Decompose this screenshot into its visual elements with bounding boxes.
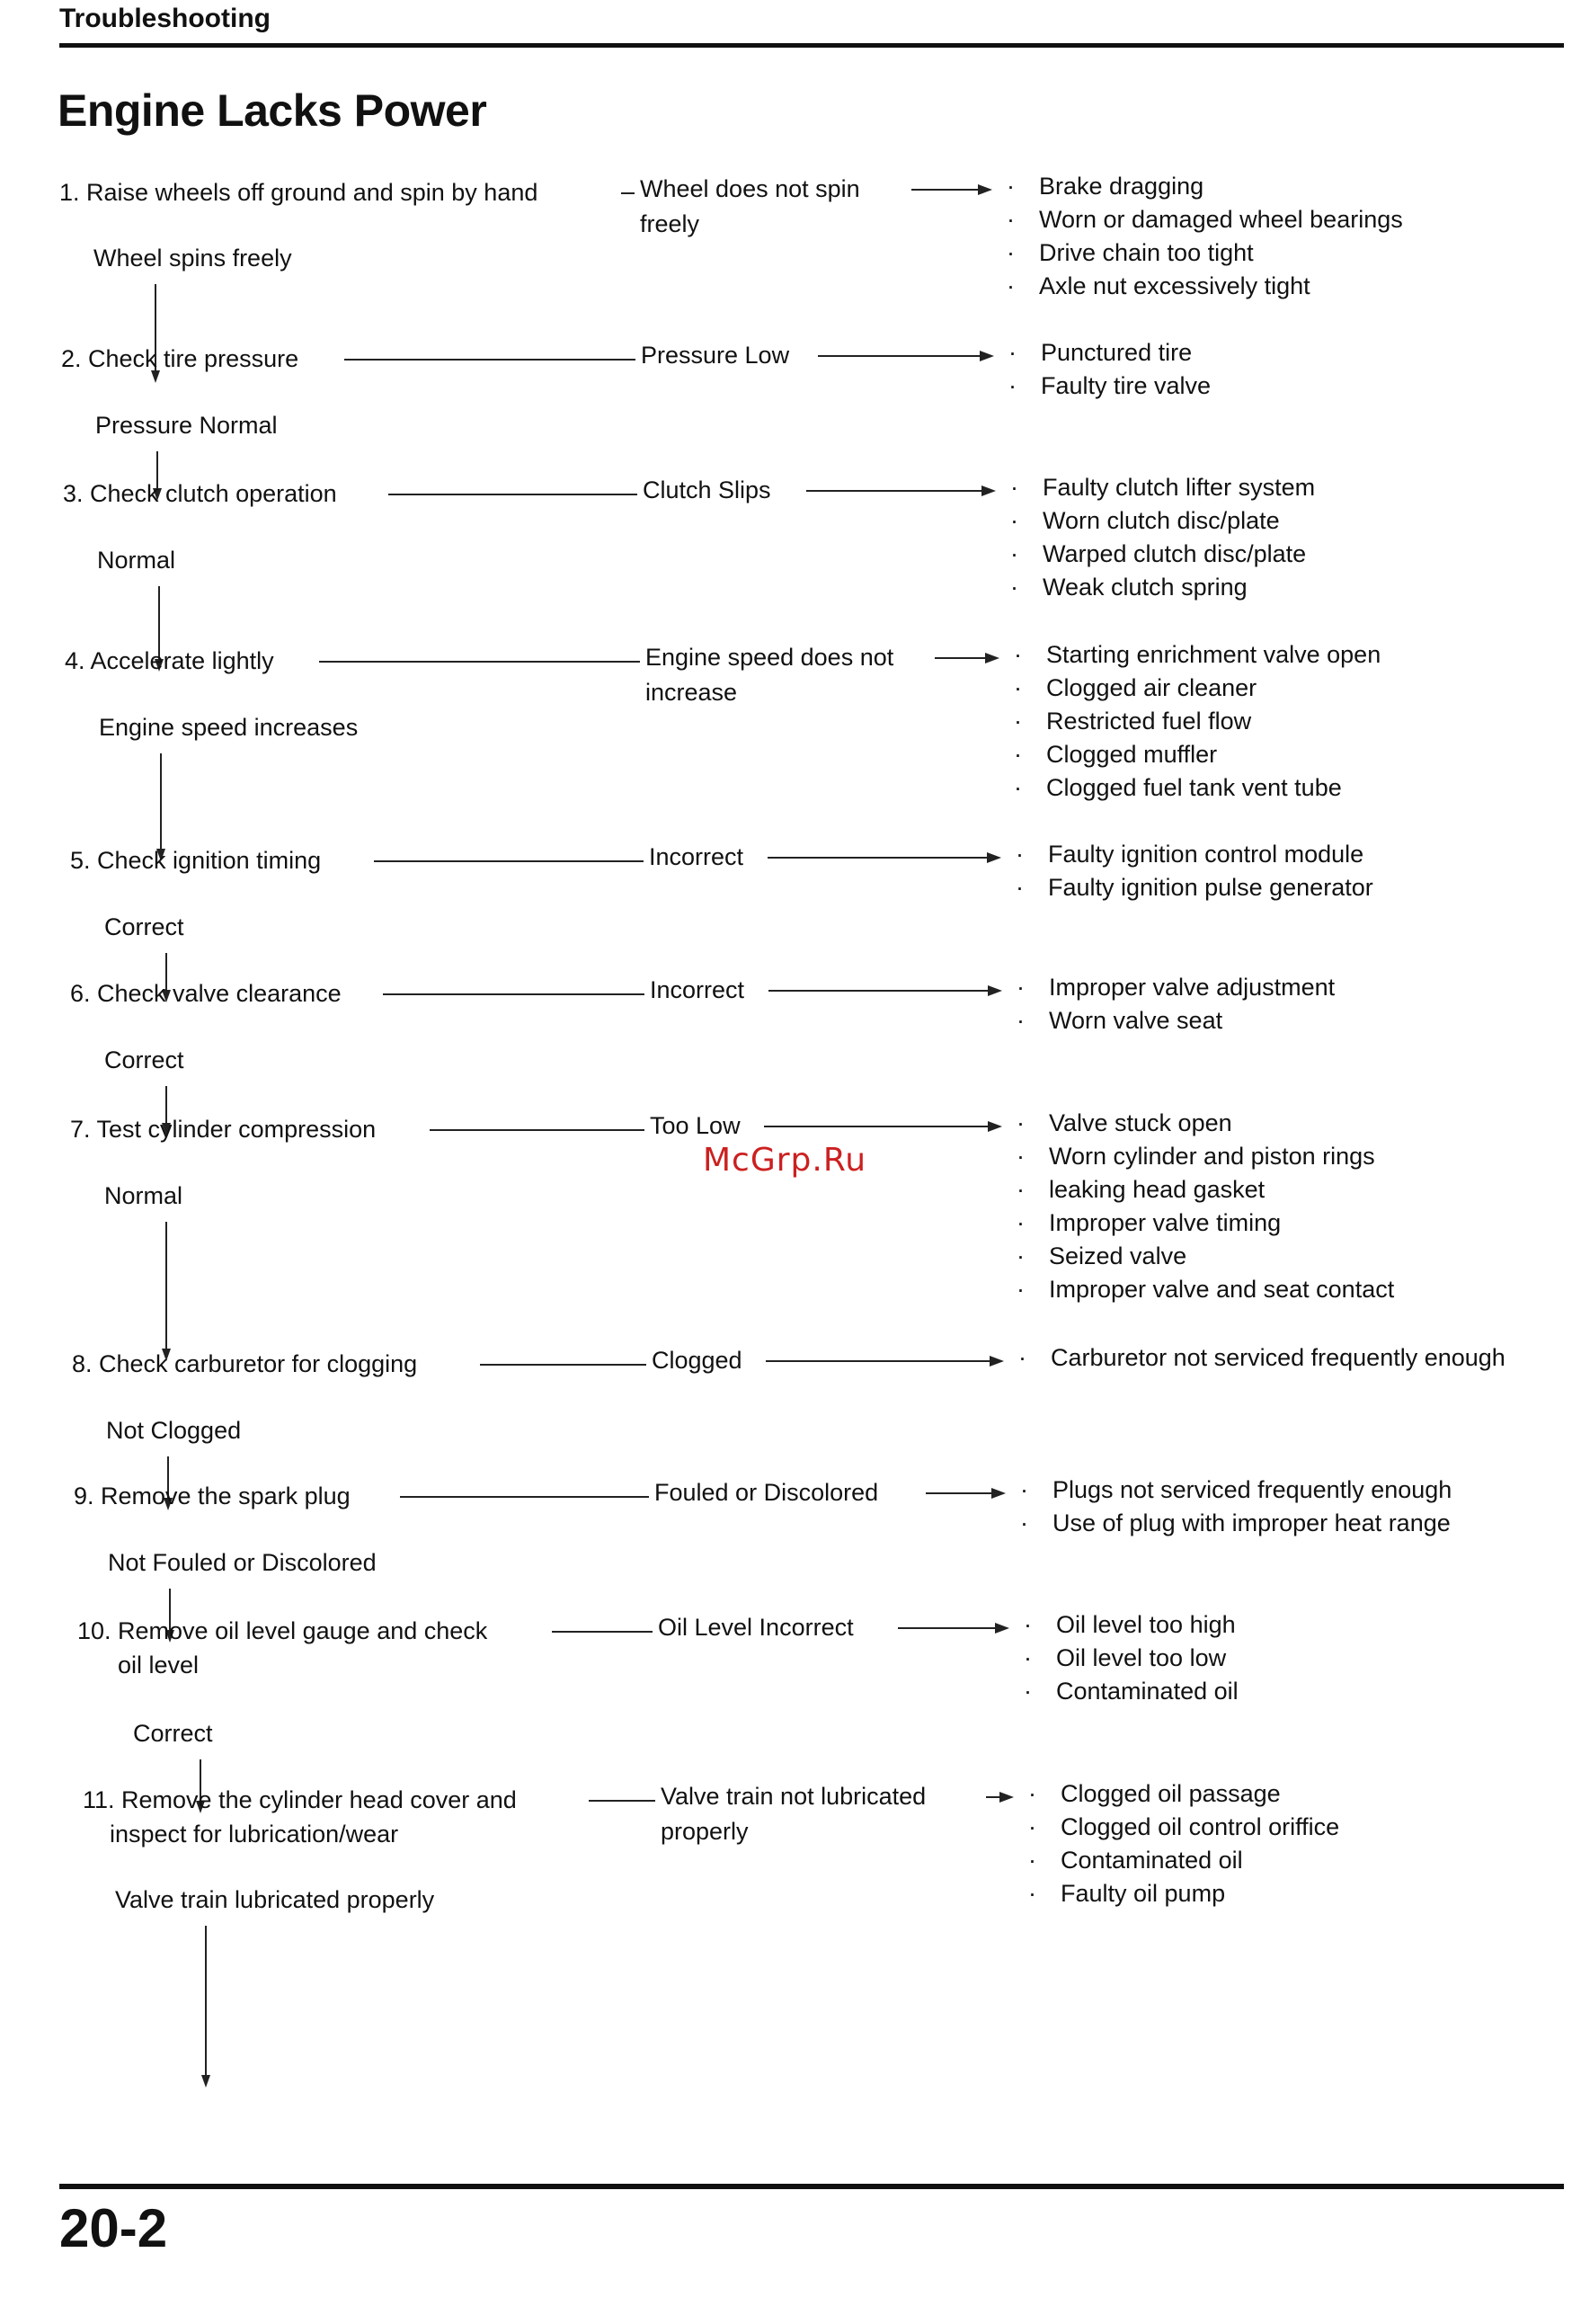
step-4-pass-label: Engine speed increases [99, 714, 359, 741]
bullet-icon: · [1020, 1476, 1028, 1503]
step-7-arrow-line [764, 1126, 990, 1127]
step-9-result: Fouled or Discolored [654, 1479, 879, 1506]
step-2-connector-line [344, 359, 635, 361]
bullet-icon: · [1028, 1780, 1036, 1807]
step-1-arrow-head [978, 184, 992, 195]
watermark-text: McGrp.Ru [703, 1142, 867, 1179]
cause-text: Use of plug with improper heat range [1052, 1509, 1451, 1536]
step-10-text: 10. Remove oil level gauge and check oil level [77, 1617, 488, 1678]
cause-item [1014, 738, 1381, 771]
step-10-pass-label: Correct [133, 1720, 213, 1747]
bullet-icon: · [1008, 372, 1017, 399]
cause-text: Restricted fuel flow [1046, 708, 1252, 735]
cause-text: Worn cylinder and piston rings [1049, 1143, 1375, 1170]
step-7-arrow-head [988, 1121, 1002, 1132]
step-5-causes-list [1016, 838, 1373, 904]
step-6-arrow-head [988, 985, 1002, 996]
step-4-connector-line [319, 661, 640, 663]
step-8-result: Clogged [652, 1347, 742, 1374]
bullet-icon: · [1017, 1176, 1025, 1203]
step-10-connector-line [552, 1631, 653, 1633]
step-8-arrow-head [990, 1356, 1004, 1367]
bullet-icon: · [1017, 1276, 1025, 1303]
cause-item [1008, 370, 1211, 403]
step-1-text: 1. Raise wheels off ground and spin by hand [59, 179, 538, 206]
step-1-causes-list [1007, 170, 1403, 303]
cause-item [1017, 971, 1335, 1004]
step-7-down-line [165, 1222, 167, 1352]
cause-text: Improper valve adjustment [1049, 974, 1336, 1001]
step-3-causes-list [1010, 471, 1315, 604]
bullet-icon: · [1014, 741, 1022, 768]
cause-item [1028, 1844, 1339, 1877]
cause-item [1017, 1107, 1394, 1140]
cause-item [1010, 471, 1315, 504]
cause-text: Clogged fuel tank vent tube [1046, 774, 1342, 801]
cause-item [1007, 270, 1403, 303]
cause-item [1017, 1140, 1394, 1173]
step-5-text: 5. Check ignition timing [70, 847, 322, 874]
step-3-text: 3. Check clutch operation [63, 480, 337, 507]
step-10-arrow-line [898, 1627, 997, 1629]
step-8-text: 8. Check carburetor for clogging [72, 1350, 418, 1377]
cause-item [1017, 1207, 1394, 1240]
step-6-result: Incorrect [650, 976, 745, 1003]
cause-text: leaking head gasket [1049, 1176, 1266, 1203]
cause-item [1024, 1675, 1239, 1708]
bullet-icon: · [1014, 774, 1022, 801]
step-6-causes-list [1017, 971, 1335, 1037]
bullet-icon: · [1007, 239, 1015, 266]
step-8-causes-list [1018, 1341, 1505, 1375]
cause-item [1017, 1173, 1394, 1207]
bullet-icon: · [1007, 206, 1015, 233]
step-7-text: 7. Test cylinder compression [70, 1116, 377, 1143]
cause-item [1020, 1474, 1452, 1507]
bullet-icon: · [1010, 474, 1018, 501]
step-5-connector-line [374, 860, 644, 862]
cause-text: Warped clutch disc/plate [1043, 540, 1307, 567]
cause-text: Improper valve and seat contact [1049, 1276, 1395, 1303]
footer-rule [59, 2184, 1564, 2189]
bullet-icon: · [1014, 708, 1022, 735]
cause-text: Contaminated oil [1056, 1678, 1239, 1705]
cause-text: Weak clutch spring [1043, 574, 1248, 601]
step-5-result: Incorrect [649, 843, 744, 870]
step-9-causes-list [1020, 1474, 1452, 1540]
cause-text: Drive chain too tight [1039, 239, 1254, 266]
bullet-icon: · [1017, 1209, 1025, 1236]
cause-text: Faulty oil pump [1061, 1880, 1226, 1907]
step-1-result: Wheel does not spin freely [640, 175, 860, 237]
bullet-icon: · [1017, 974, 1025, 1001]
cause-text: Contaminated oil [1061, 1847, 1243, 1874]
cause-item [1024, 1608, 1239, 1642]
cause-item [1008, 336, 1211, 370]
cause-item [1028, 1811, 1339, 1844]
bullet-icon: · [1010, 574, 1018, 601]
bullet-icon: · [1016, 874, 1024, 901]
step-11-causes-list [1028, 1777, 1339, 1910]
cause-item [1010, 571, 1315, 604]
step-1-connector-line [621, 192, 635, 194]
cause-text: Clogged oil control oriffice [1061, 1813, 1340, 1840]
step-5-arrow-line [768, 857, 989, 859]
bullet-icon: · [1024, 1644, 1032, 1671]
cause-text: Faulty clutch lifter system [1043, 474, 1316, 501]
bullet-icon: · [1007, 272, 1015, 299]
step-11-pass-label: Valve train lubricated properly [115, 1886, 435, 1913]
bullet-icon: · [1017, 1242, 1025, 1269]
bullet-icon: · [1016, 841, 1024, 868]
step-11-text: 11. Remove the cylinder head cover and inspect for lubrication/wear [83, 1786, 517, 1848]
bullet-icon: · [1018, 1344, 1026, 1371]
step-3-arrow-head [981, 485, 996, 496]
step-4-result: Engine speed does not increase [645, 644, 894, 706]
bullet-icon: · [1010, 540, 1018, 567]
cause-item [1007, 236, 1403, 270]
cause-item [1007, 203, 1403, 236]
step-9-text: 9. Remove the spark plug [74, 1483, 351, 1509]
bullet-icon: · [1028, 1813, 1036, 1840]
step-6-pass-label: Correct [104, 1046, 184, 1073]
step-7-pass-label: Normal [104, 1182, 183, 1209]
cause-item [1010, 504, 1315, 538]
cause-text: Valve stuck open [1049, 1109, 1232, 1136]
cause-text: Oil level too high [1056, 1611, 1236, 1638]
bullet-icon: · [1020, 1509, 1028, 1536]
bullet-icon: · [1014, 674, 1022, 701]
cause-text: Faulty tire valve [1041, 372, 1212, 399]
cause-item [1028, 1877, 1339, 1910]
bullet-icon: · [1028, 1847, 1036, 1874]
bullet-icon: · [1010, 507, 1018, 534]
step-5-pass-label: Correct [104, 913, 184, 940]
cause-item [1014, 771, 1381, 805]
cause-text: Worn valve seat [1049, 1007, 1223, 1034]
cause-text: Clogged air cleaner [1046, 674, 1257, 701]
cause-text: Brake dragging [1039, 173, 1204, 200]
cause-text: Faulty ignition pulse generator [1048, 874, 1373, 901]
step-9-connector-line [400, 1496, 649, 1498]
step-6-text: 6. Check valve clearance [70, 980, 342, 1007]
cause-text: Punctured tire [1041, 339, 1193, 366]
step-3-arrow-line [806, 490, 983, 492]
step-8-arrow-line [766, 1360, 991, 1362]
step-2-pass-label: Pressure Normal [95, 412, 278, 439]
step-4-text: 4. Accelerate lightly [65, 647, 274, 674]
cause-text: Carburetor not serviced frequently enough [1051, 1344, 1505, 1371]
step-3-result: Clutch Slips [643, 476, 771, 503]
step-7-causes-list [1017, 1107, 1394, 1306]
step-4-arrow-line [935, 657, 987, 659]
step-6-arrow-line [768, 990, 990, 992]
cause-item [1028, 1777, 1339, 1811]
step-4-causes-list [1014, 638, 1381, 805]
step-11-connector-line [589, 1800, 655, 1802]
cause-item [1017, 1004, 1335, 1037]
cause-text: Clogged oil passage [1061, 1780, 1281, 1807]
step-8-connector-line [480, 1364, 646, 1366]
step-2-arrow-line [818, 355, 981, 357]
cause-text: Axle nut excessively tight [1039, 272, 1310, 299]
step-1-pass-label: Wheel spins freely [93, 245, 292, 272]
header-rule [59, 43, 1564, 48]
page-number: 20-2 [59, 2198, 168, 2258]
page-title: Engine Lacks Power [58, 85, 487, 136]
cause-text: Clogged muffler [1046, 741, 1218, 768]
cause-item [1014, 638, 1381, 672]
cause-text: Starting enrichment valve open [1046, 641, 1381, 668]
bullet-icon: · [1007, 173, 1015, 200]
cause-text: Worn clutch disc/plate [1043, 507, 1280, 534]
bullet-icon: · [1017, 1109, 1025, 1136]
step-2-causes-list [1008, 336, 1211, 403]
step-4-down-line [160, 753, 162, 852]
cause-text: Oil level too low [1056, 1644, 1227, 1671]
bullet-icon: · [1017, 1143, 1025, 1170]
cause-item [1014, 705, 1381, 738]
step-9-arrow-line [926, 1492, 993, 1494]
cause-item [1016, 871, 1373, 904]
step-6-connector-line [383, 993, 644, 995]
step-2-arrow-head [980, 351, 994, 361]
step-8-pass-label: Not Clogged [106, 1417, 242, 1444]
cause-item [1017, 1240, 1394, 1273]
step-9-pass-label: Not Fouled or Discolored [108, 1549, 377, 1576]
cause-item [1010, 538, 1315, 571]
step-5-arrow-head [987, 852, 1001, 863]
bullet-icon: · [1024, 1678, 1032, 1705]
step-11-down-line [205, 1926, 207, 2079]
cause-item [1016, 838, 1373, 871]
step-3-connector-line [388, 494, 637, 495]
cause-text: Seized valve [1049, 1242, 1187, 1269]
step-11-result: Valve train not lubricated properly [661, 1783, 927, 1845]
cause-text: Faulty ignition control module [1048, 841, 1364, 868]
cause-item [1020, 1507, 1452, 1540]
bullet-icon: · [1028, 1880, 1036, 1907]
cause-item [1024, 1642, 1239, 1675]
step-7-connector-line [430, 1129, 644, 1131]
step-4-arrow-head [985, 653, 999, 663]
step-1-arrow-line [911, 189, 980, 191]
step-10-arrow-head [995, 1623, 1009, 1634]
cause-item [1007, 170, 1403, 203]
step-7-result: Too Low [650, 1112, 741, 1139]
cause-text: Improper valve timing [1049, 1209, 1282, 1236]
step-10-causes-list [1024, 1608, 1239, 1708]
bullet-icon: · [1017, 1007, 1025, 1034]
cause-item [1014, 672, 1381, 705]
step-3-pass-label: Normal [97, 547, 176, 574]
bullet-icon: · [1008, 339, 1017, 366]
cause-text: Worn or damaged wheel bearings [1039, 206, 1403, 233]
step-11-down-arrowhead [201, 2075, 210, 2088]
step-11-arrow-head [999, 1792, 1014, 1803]
bullet-icon: · [1024, 1611, 1032, 1638]
step-9-arrow-head [991, 1488, 1006, 1499]
cause-item [1017, 1273, 1394, 1306]
bullet-icon: · [1014, 641, 1022, 668]
step-10-result: Oil Level Incorrect [658, 1614, 854, 1641]
cause-text: Plugs not serviced frequently enough [1052, 1476, 1452, 1503]
cause-item [1018, 1341, 1505, 1375]
step-2-result: Pressure Low [641, 342, 790, 369]
section-header: Troubleshooting [59, 4, 271, 33]
step-2-text: 2. Check tire pressure [61, 345, 299, 372]
